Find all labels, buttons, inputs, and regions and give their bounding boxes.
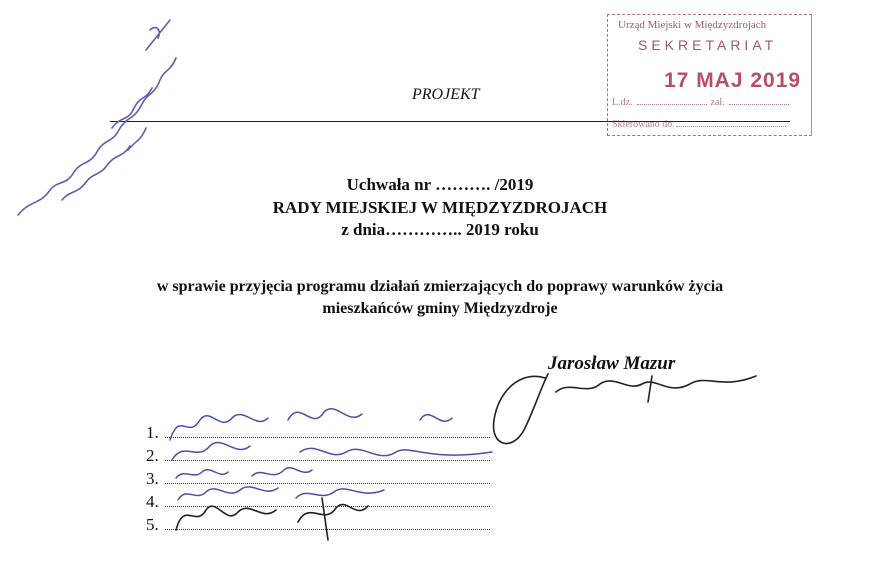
draft-label: PROJEKT (412, 86, 480, 103)
council-name: RADY MIEJSKIEJ W MIĘDZYZDROJACH (272, 198, 608, 217)
member-number: 2. (146, 446, 159, 465)
member-number: 4. (146, 492, 159, 511)
list-item (146, 490, 490, 513)
signature-line (165, 423, 490, 438)
list-item (146, 421, 490, 444)
signature-line (165, 446, 490, 461)
list-item (146, 467, 490, 490)
member-number: 1. (146, 423, 159, 442)
resolution-number: Uchwała nr ………. /2019 (346, 175, 534, 194)
list-item (146, 513, 490, 536)
stamp-date: 17 MAJ 2019 (664, 69, 802, 92)
stamp-route-label: Skierowano do (612, 119, 673, 130)
member-number: 3. (146, 469, 159, 488)
stamp-line-registry (612, 97, 793, 108)
stamp-department: SEKRETARIAT (638, 37, 778, 53)
member-signature-list (146, 421, 490, 536)
chair-signature (494, 374, 756, 443)
subject-line-1: w sprawie przyjęcia programu działań zmierzających do poprawy warunków życia (156, 278, 724, 295)
signature-line (165, 492, 490, 507)
subject-line-2: mieszkańców gminy Międzyzdroje (322, 300, 558, 317)
received-stamp (607, 14, 812, 136)
stamp-attach-label: zał. (710, 97, 725, 108)
signature-line (165, 515, 490, 530)
member-number: 5. (146, 515, 159, 534)
header-rule (110, 121, 790, 122)
stamp-registry-label: L.dz. (612, 97, 633, 108)
chair-name: Jarosław Mazur (548, 353, 676, 374)
resolution-date: z dnia………….. 2019 roku (341, 220, 539, 239)
signature-line (165, 469, 490, 484)
stamp-office: Urząd Miejski w Międzyzdrojach (618, 19, 767, 31)
list-item (146, 444, 490, 467)
